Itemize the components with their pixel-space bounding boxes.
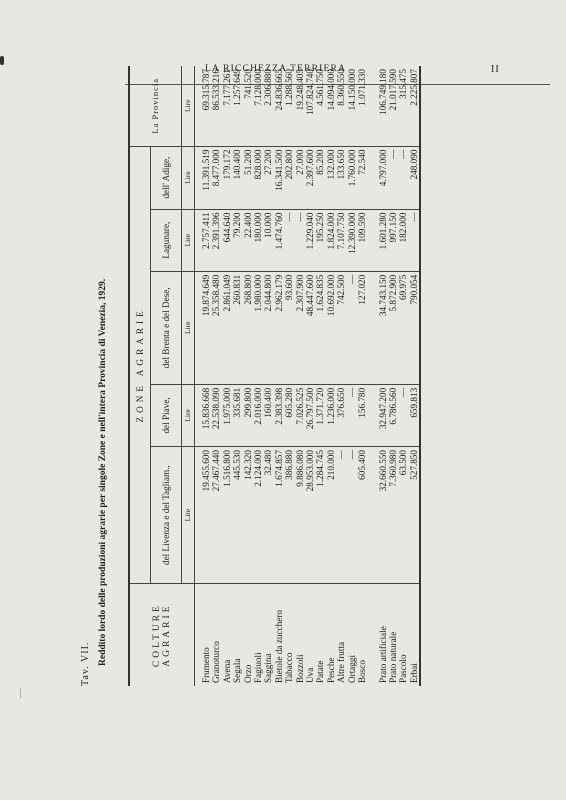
zone-value-cell: — [409,209,420,271]
zone-value-cell: 179.172 [222,146,232,209]
spacer-cell [368,384,378,446]
crop-name-cell: Altre frutta [336,641,347,683]
zone-value-cell: 376.650 [336,384,346,446]
zones-header: ZONE AGRARIE [129,146,151,584]
crop-name-cell: Bosco [357,660,368,683]
crop-name-cell: Tabacco [284,652,295,683]
zone-value-cell: 72.540 [357,146,367,209]
province-total-cell: 1.071.330 [357,66,367,146]
unit-label: Lire [182,447,195,584]
zone-value-cell: 4.797.000 [378,146,388,209]
column-header: del Livenza e del Tagliam., [151,447,182,584]
zone-value-cell: 1.760.000 [347,146,357,209]
table-row [347,66,357,686]
zone-value-cell: 828.000 [253,146,263,209]
zone-value-cell: 16.341.500 [274,146,284,209]
table-row [195,66,212,686]
zone-value-cell: 10.692.000 [326,271,336,384]
zone-value-cell: 8.477.000 [211,146,221,209]
province-total-cell: 315.475 [398,66,408,146]
zone-value-cell: 142.320 [243,447,253,584]
table-row [378,66,388,686]
zone-value-cell: 132.000 [326,146,336,209]
zone-value-cell: 659.813 [409,384,420,446]
crop-name-cell: Uva [305,667,316,683]
zone-value-cell: 1.371.720 [315,384,325,446]
zone-value-cell: 1.975.000 [222,384,232,446]
zone-value-cell: 156.780 [357,384,367,446]
table-row [398,66,408,686]
production-table [128,66,421,686]
province-total-cell: 2.306.880 [263,66,273,146]
province-total-cell: 7.177.261 [222,66,232,146]
zone-value-cell: 79.200 [232,209,242,271]
zone-value-cell: 2.044.800 [263,271,273,384]
province-total-cell: 21.017.590 [388,66,398,146]
zone-value-cell: 27.000 [295,146,305,209]
zone-value-cell: — [347,271,357,384]
zone-value-cell: 160.400 [263,384,273,446]
spacer-cell [368,447,378,584]
zone-value-cell: 2.383.398 [274,384,284,446]
zone-value-cell: 260.831 [232,271,242,384]
zone-value-cell: 2.757.411 [195,209,212,271]
province-header: La Provincia [129,66,182,146]
column-header: Lagunare, [151,209,182,271]
zone-value-cell: 22.538.090 [211,384,221,446]
zone-value-cell: 27.200 [263,146,273,209]
column-header: del Brenta e del Dese, [151,271,182,384]
table-body [195,66,421,686]
crop-name-cell: Bietole da zucchero [273,610,284,683]
zone-value-cell: 69.975 [398,271,408,384]
zone-value-cell: 742.500 [336,271,346,384]
zone-value-cell: 10.000 [263,209,273,271]
table-row [315,66,325,686]
zone-value-cell: 386.880 [284,447,294,584]
zone-value-cell: 202.800 [284,146,294,209]
province-total-cell: 24.836.665 [274,66,284,146]
zone-value-cell: 127.020 [357,271,367,384]
spacer-row [368,66,378,686]
zone-value-cell: 445.530 [232,447,242,584]
crop-name-cell: Orzo [242,664,253,683]
zone-value-cell: 1.474.760 [274,209,284,271]
province-total-cell: 14.094.000 [326,66,336,146]
zone-value-cell: — [347,447,357,584]
crop-name-cell: Frumento [201,647,211,683]
table-row [284,66,294,686]
province-total-cell: 1.257.649 [232,66,242,146]
zone-value-cell: 7.107.750 [336,209,346,271]
province-total-cell: 2.225.807 [409,66,420,146]
table-row [211,66,221,686]
table-row [305,66,315,686]
zone-value-cell: 48.447.600 [305,271,315,384]
zone-value-cell: — [336,447,346,584]
crop-name-cell: Patate [315,660,326,683]
zone-value-cell: 268.800 [243,271,253,384]
zone-value-cell: 605.280 [284,384,294,446]
zone-value-cell: 25.358.480 [211,271,221,384]
province-total-cell: 8.360.550 [336,66,346,146]
zone-value-cell: 1.824.000 [326,209,336,271]
table-row [336,66,346,686]
zone-value-cell: 32.480 [263,447,273,584]
zone-value-cell: 2.124.000 [253,447,263,584]
zone-value-cell: 85.200 [315,146,325,209]
zone-value-cell: 527.850 [409,447,420,584]
zone-value-cell: 32.947.200 [378,384,388,446]
zone-value-cell: 9.886.080 [295,447,305,584]
column-header: dell' Adige, [151,146,182,209]
zone-value-cell: — [388,146,398,209]
zone-value-cell: 2.391.396 [211,209,221,271]
zone-value-cell: 93.600 [284,271,294,384]
table-row [274,66,284,686]
zone-value-cell: 12.390.000 [347,209,357,271]
zone-value-cell: 7.360.980 [388,447,398,584]
zone-value-cell: 299.800 [243,384,253,446]
page-number: II [491,64,500,75]
zone-value-cell: 2.397.600 [305,146,315,209]
zone-value-cell: 182.000 [398,209,408,271]
crop-name-cell: Avena [221,659,232,683]
zone-value-cell: 51.200 [243,146,253,209]
unit-label: Lire [182,209,195,271]
province-total-cell: 106.749.180 [378,66,388,146]
crop-name-cell: Fagiuoli [253,652,264,683]
crop-name-cell: Bozzoli [294,654,305,683]
zone-value-cell: 2.016.000 [253,384,263,446]
province-total-cell: 107.824.740 [305,66,315,146]
zone-value-cell: 1.236.000 [326,384,336,446]
zone-value-cell: 644.640 [222,209,232,271]
table-row [253,66,263,686]
crops-header [129,584,195,686]
table-row [263,66,273,686]
spacer-cell [368,66,378,146]
province-total-cell: 69.315.787 [195,66,212,146]
rotated-table-region [80,66,480,686]
zone-value-cell: 1.229.040 [305,209,315,271]
zone-value-cell: — [347,384,357,446]
unit-label: Lire [182,384,195,446]
province-total-cell: 4.561.750 [315,66,325,146]
crop-name-cell: Prato naturale [387,631,398,683]
zone-value-cell: 22.400 [243,209,253,271]
table-row [326,66,336,686]
plate-label: Tav. VII. [80,641,91,686]
zone-value-cell: — [398,146,408,209]
zone-value-cell: 248.090 [409,146,420,209]
zone-value-cell: 15.836.668 [195,384,212,446]
zone-value-cell: 1.674.857 [274,447,284,584]
table-row [409,66,420,686]
crop-name-cell: Ortaggi [346,654,357,683]
spacer-cell [368,209,378,271]
zone-value-cell: 1.284.745 [315,447,325,584]
zone-value-cell: 997.150 [388,209,398,271]
province-total-cell: 7.128.000 [253,66,263,146]
zone-value-cell: 26.797.500 [305,384,315,446]
zone-value-cell: 790.054 [409,271,420,384]
province-total-cell: 1.288.560 [284,66,294,146]
crop-name-cell: Pesche [325,657,336,683]
zone-value-cell: 27.467.440 [211,447,221,584]
zone-value-cell: 34.743.150 [378,271,388,384]
zone-value-cell: — [398,384,408,446]
table-row [222,66,232,686]
crop-name-cell: Pascolo [398,654,409,683]
zone-value-cell: 180.000 [253,209,263,271]
province-total-cell: 14.150.000 [347,66,357,146]
unit-label: Lire [182,146,195,209]
crops-header-line-2: AGRARIE [162,603,172,667]
crops-header-line-1: COLTURE [151,603,162,668]
zone-value-cell: 19.874.649 [195,271,212,384]
zone-value-cell: 2.861.049 [222,271,232,384]
table-row [388,66,398,686]
zone-value-cell: 1.601.280 [378,209,388,271]
zone-value-cell: 2.962.179 [274,271,284,384]
crop-name-cell: Erbai [409,584,420,686]
zone-value-cell: 32.660.550 [378,447,388,584]
table-row [243,66,253,686]
crop-name-cell: Granoturco [211,641,222,683]
zone-value-cell: — [295,209,305,271]
table-row [232,66,242,686]
zone-value-cell: 7.026.525 [295,384,305,446]
table-title: Reddito lordo delle produzioni agrarie per singole Zone e nell'intera Provincia di Venezia, 1929. [98,278,108,666]
zone-value-cell: 195.250 [315,209,325,271]
zone-value-cell: 109.590 [357,209,367,271]
zone-value-cell: 1.516.800 [222,447,232,584]
zone-value-cell: 28.953.000 [305,447,315,584]
zone-value-cell: 6.786.560 [388,384,398,446]
zone-value-cell: 140.400 [232,146,242,209]
spacer-cell [368,584,378,686]
zone-value-cell: — [284,209,294,271]
zone-value-cell: 63.500 [398,447,408,584]
zone-value-cell: 19.455.600 [195,447,212,584]
province-total-cell: 741.520 [243,66,253,146]
spacer-cell [368,271,378,384]
zone-value-cell: 2.307.900 [295,271,305,384]
crop-name-cell: Saggina [263,653,274,683]
province-total-cell: 86.533.216 [211,66,221,146]
column-header: del Piave, [151,384,182,446]
unit-label: Lire [182,66,195,146]
crop-name-cell: Segala [232,658,243,683]
pencil-mark [20,688,25,698]
zone-value-cell: 5.872.900 [388,271,398,384]
zone-value-cell: 210.000 [326,447,336,584]
crop-name-cell: Prato artificiale [377,626,388,683]
running-head: LA RICCHEZZA TERRIERA [205,64,347,74]
zone-value-cell: 605.400 [357,447,367,584]
zone-value-cell: 1.980.000 [253,271,263,384]
unit-label: Lire [182,271,195,384]
zone-value-cell: 1.624.835 [315,271,325,384]
province-total-cell: 19.248.405 [295,66,305,146]
zone-value-cell: 335.681 [232,384,242,446]
zone-value-cell: 11.391.519 [195,146,212,209]
zone-value-cell: 133.650 [336,146,346,209]
table-row [357,66,367,686]
spacer-cell [368,146,378,209]
table-row [295,66,305,686]
